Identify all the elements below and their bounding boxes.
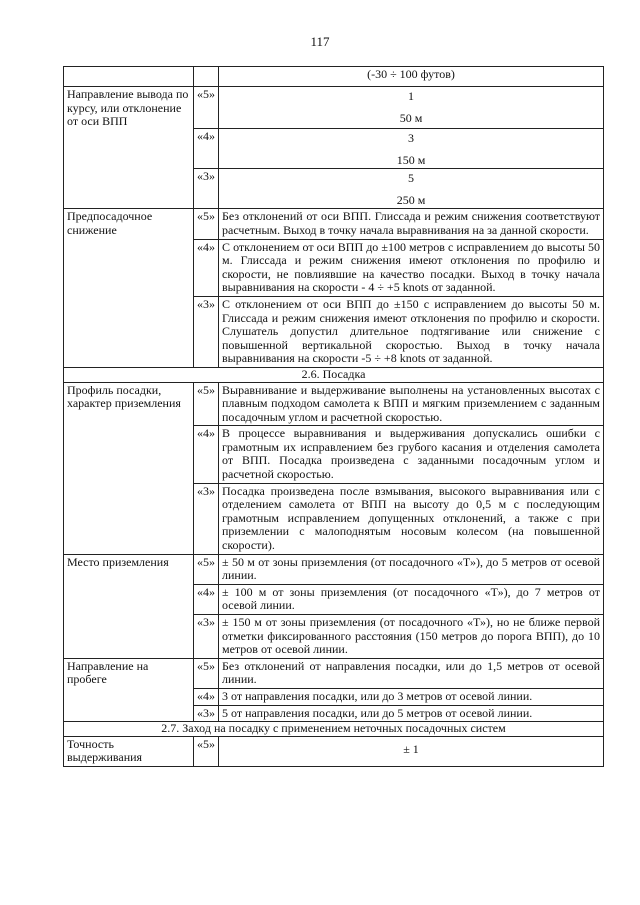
grade-mark: «4» <box>194 426 219 483</box>
section-row <box>64 367 604 382</box>
criterion-label: Точность выдерживания <box>64 736 194 766</box>
grade-description: Выравнивание и выдерживание выполнены на установленных высотах с плавным подходом самолета к ВПП и мягким приземлением с заданным посадочным углом и расчетной скоростью. <box>219 382 604 426</box>
grade-mark: «5» <box>194 87 219 129</box>
table-row <box>64 736 604 766</box>
grade-value: ± 1 <box>219 736 604 766</box>
grade-description: В процессе выравнивания и выдерживания допускались ошибки с грамотным их исправлением без грубого касания и отделения самолета от ВПП. Посадка произведена с заданными посадочным углом и расчетной скоростью. <box>219 426 604 483</box>
section-title: 2.7. Заход на посадку с применением неточных посадочных систем <box>64 722 604 737</box>
grade-description: 5 от направления посадки, или до 5 метров от осевой линии. <box>219 705 604 722</box>
criteria-table <box>63 66 604 767</box>
grade-description: ± 100 м от зоны приземления (от посадочного «Т»), до 7 метров от осевой линии. <box>219 584 604 614</box>
grade-value <box>219 169 604 209</box>
grade-description: ± 50 м от зоны приземления (от посадочного «Т»), до 5 метров от осевой линии. <box>219 554 604 584</box>
grade-mark: «5» <box>194 209 219 239</box>
table-row <box>64 658 604 688</box>
page-number: 117 <box>310 34 330 49</box>
grade-mark: «3» <box>194 296 219 367</box>
grade-description: Без отклонений от оси ВПП. Глиссада и режим снижения соответствуют расчетным. Выход в точку начала выравнивания на за данной скорости. <box>219 209 604 239</box>
grade-mark: «5» <box>194 382 219 426</box>
value-line: 150 м <box>396 152 426 167</box>
section-row <box>64 722 604 737</box>
table-cell <box>64 67 194 87</box>
value-line: 250 м <box>396 192 426 207</box>
grade-mark: «3» <box>194 483 219 554</box>
grade-mark: «5» <box>194 736 219 766</box>
table-cell <box>194 67 219 87</box>
grade-description: С отклонением от оси ВПП до ±100 метров с исправлением до высоты 50 м. Глиссада и режим снижения имеют отклонения по профилю и скорости, не повлиявшие на качество посадки. Выход в точку начала выравнивания на скорости - 4 ÷ +5 knots от заданной. <box>219 239 604 296</box>
table-row <box>64 209 604 239</box>
grade-description: 3 от направления посадки, или до 3 метров от осевой линии. <box>219 688 604 705</box>
table-row <box>64 67 604 87</box>
value-line: 5 <box>408 171 414 186</box>
table-row <box>64 87 604 129</box>
grade-mark: «3» <box>194 169 219 209</box>
grade-value <box>219 129 604 169</box>
table-row <box>64 382 604 426</box>
grade-mark: «4» <box>194 239 219 296</box>
grade-description: Без отклонений от направления посадки, или до 1,5 метров от осевой линии. <box>219 658 604 688</box>
criterion-label: Направление вывода по курсу, или отклонение от оси ВПП <box>64 87 194 209</box>
criterion-label: Направление на пробеге <box>64 658 194 721</box>
grade-mark: «4» <box>194 688 219 705</box>
criterion-label: Место приземления <box>64 554 194 658</box>
grade-mark: «3» <box>194 705 219 722</box>
value-line: 1 <box>408 89 414 103</box>
table-cell: (-30 ÷ 100 футов) <box>219 67 604 87</box>
grade-description: ± 150 м от зоны приземления (от посадочного «Т»), но не ближе первой отметки фиксированного расстояния (150 метров до порога ВПП), до 10 метров от осевой линии. <box>219 615 604 659</box>
grade-value <box>219 87 604 129</box>
grade-description: С отклонением от оси ВПП до ±150 с исправлением до высоты 50 м. Глиссада и режим снижения имеют отклонения по профилю и скорости. Слушатель допустил длительное подтягивание или снижение с повышенной вертикальной скоростью. Выход в точку начала выравнивания на скорости -5 ÷ +8 knots от заданной. <box>219 296 604 367</box>
criterion-label: Предпосадочное снижение <box>64 209 194 368</box>
grade-description: Посадка произведена после взмывания, высокого выравнивания или с отделением самолета от ВПП на высоту до 0,5 м с последующим грамотным исправлением допущенных отклонений, а также с при приземлении с малоподнятым носовым колесом (на повышенной скорости). <box>219 483 604 554</box>
grade-mark: «3» <box>194 615 219 659</box>
criterion-label: Профиль посадки, характер приземления <box>64 382 194 554</box>
section-title: 2.6. Посадка <box>64 367 604 382</box>
grade-mark: «5» <box>194 658 219 688</box>
table-row <box>64 554 604 584</box>
grade-mark: «4» <box>194 129 219 169</box>
grade-mark: «4» <box>194 584 219 614</box>
grade-mark: «5» <box>194 554 219 584</box>
value-line: 3 <box>408 131 414 145</box>
value-line: 50 м <box>399 110 423 125</box>
